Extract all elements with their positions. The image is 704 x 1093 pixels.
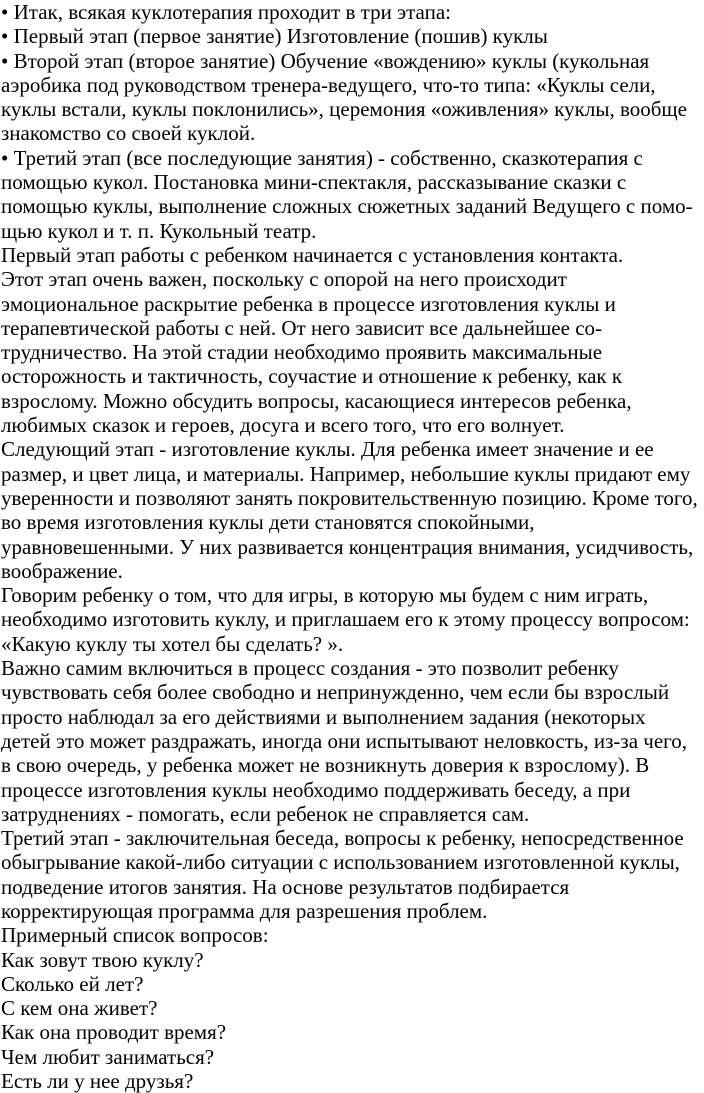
text-line: затруднениях - помогать, если ребенок не справляется сам. — [1, 801, 530, 826]
text-line: Третий этап - заключительная беседа, вопросы к ребенку, непосредственное — [1, 826, 684, 851]
text-line: • Третий этап (все последующие занятия) - собственно, сказкотерапия с — [1, 145, 643, 170]
text-line: Как зовут твою куклу? — [1, 947, 204, 972]
text-line: в свою очередь, у ребенка может не возникнуть доверия к взрослому). В — [1, 753, 650, 778]
text-line: корректирующая программа для разрешения проблем. — [1, 898, 488, 923]
text-line: воображение. — [1, 558, 123, 583]
text-line: щью кукол и т. п. Кукольный театр. — [1, 218, 317, 243]
text-line: помощью куклы, выполнение сложных сюжетных заданий Ведущего с помо- — [1, 194, 693, 219]
text-line: обыгрывание какой-либо ситуации с использованием изготовленной куклы, — [1, 850, 680, 875]
text-line: С кем она живет? — [1, 996, 158, 1021]
text-line: подведение итогов занятия. На основе результатов подбирается — [1, 874, 570, 899]
text-line: Сколько ей лет? — [1, 971, 144, 996]
text-line: просто наблюдал за его действиями и выполнением задания (некоторых — [1, 704, 646, 729]
text-line: помощью кукол. Постановка мини-спектакля, рассказывание сказки с — [1, 170, 627, 195]
text-line: куклы встали, куклы поклонились», церемония «оживления» куклы, вообще — [1, 97, 687, 122]
text-line: уравновешенными. У них развивается концентрация внимания, усидчивость, — [1, 534, 694, 559]
text-line: трудничество. На этой стадии необходимо проявить максимальные — [1, 340, 603, 365]
text-line: Следующий этап - изготовление куклы. Для ребенка имеет значение и ее — [1, 437, 654, 462]
text-line: детей это может раздражать, иногда они испытывают неловкость, из-за чего, — [1, 728, 688, 753]
text-line: взрослому. Можно обсудить вопросы, касающиеся интересов ребенка, — [1, 388, 632, 413]
text-line: аэробика под руководством тренера-ведущего, что-то типа: «Куклы сели, — [1, 72, 656, 97]
text-line: размер, и цвет лица, и материалы. Например, небольшие куклы придают ему — [1, 461, 691, 486]
text-line: Говорим ребенку о том, что для игры, в которую мы будем с ним играть, — [1, 583, 649, 608]
text-line: «Какую куклу ты хотел бы сделать? ». — [1, 631, 344, 656]
text-line: • Первый этап (первое занятие) Изготовление (пошив) куклы — [1, 24, 548, 49]
text-line: осторожность и тактичность, соучастие и отношение к ребенку, как к — [1, 364, 623, 389]
text-line: эмоциональное раскрытие ребенка в процессе изготовления куклы и — [1, 291, 616, 316]
text-line: • Второй этап (второе занятие) Обучение «вождению» куклы (кукольная — [1, 48, 650, 73]
text-line: Чем любит заниматься? — [1, 1044, 215, 1069]
text-line: необходимо изготовить куклу, и приглашаем его к этому процессу вопросом: — [1, 607, 690, 632]
text-line: знакомство со своей куклой. — [1, 121, 256, 146]
text-line: • Итак, всякая куклотерапия проходит в три этапа: — [1, 0, 451, 24]
text-line: чувствовать себя более свободно и непринужденно, чем если бы взрослый — [1, 680, 670, 705]
text-line: терапевтической работы с ней. От него зависит все дальнейшее со- — [1, 315, 603, 340]
text-line: Есть ли у нее друзья? — [1, 1069, 194, 1093]
text-line: Важно самим включиться в процесс создания - это позволит ребенку — [1, 656, 619, 681]
text-line: Как она проводит время? — [1, 1020, 227, 1045]
text-line: Этот этап очень важен, поскольку с опорой на него происходит — [1, 267, 567, 292]
text-line: процессе изготовления куклы необходимо поддерживать беседу, а при — [1, 777, 631, 802]
text-line: Первый этап работы с ребенком начинается с установления контакта. — [1, 242, 624, 267]
text-line: во время изготовления куклы дети становятся спокойными, — [1, 510, 535, 535]
text-line: уверенности и позволяют занять покровительственную позицию. Кроме того, — [1, 485, 698, 510]
text-line: любимых сказок и героев, досуга и всего того, что его волнует. — [1, 413, 565, 438]
text-line: Примерный список вопросов: — [1, 923, 269, 948]
